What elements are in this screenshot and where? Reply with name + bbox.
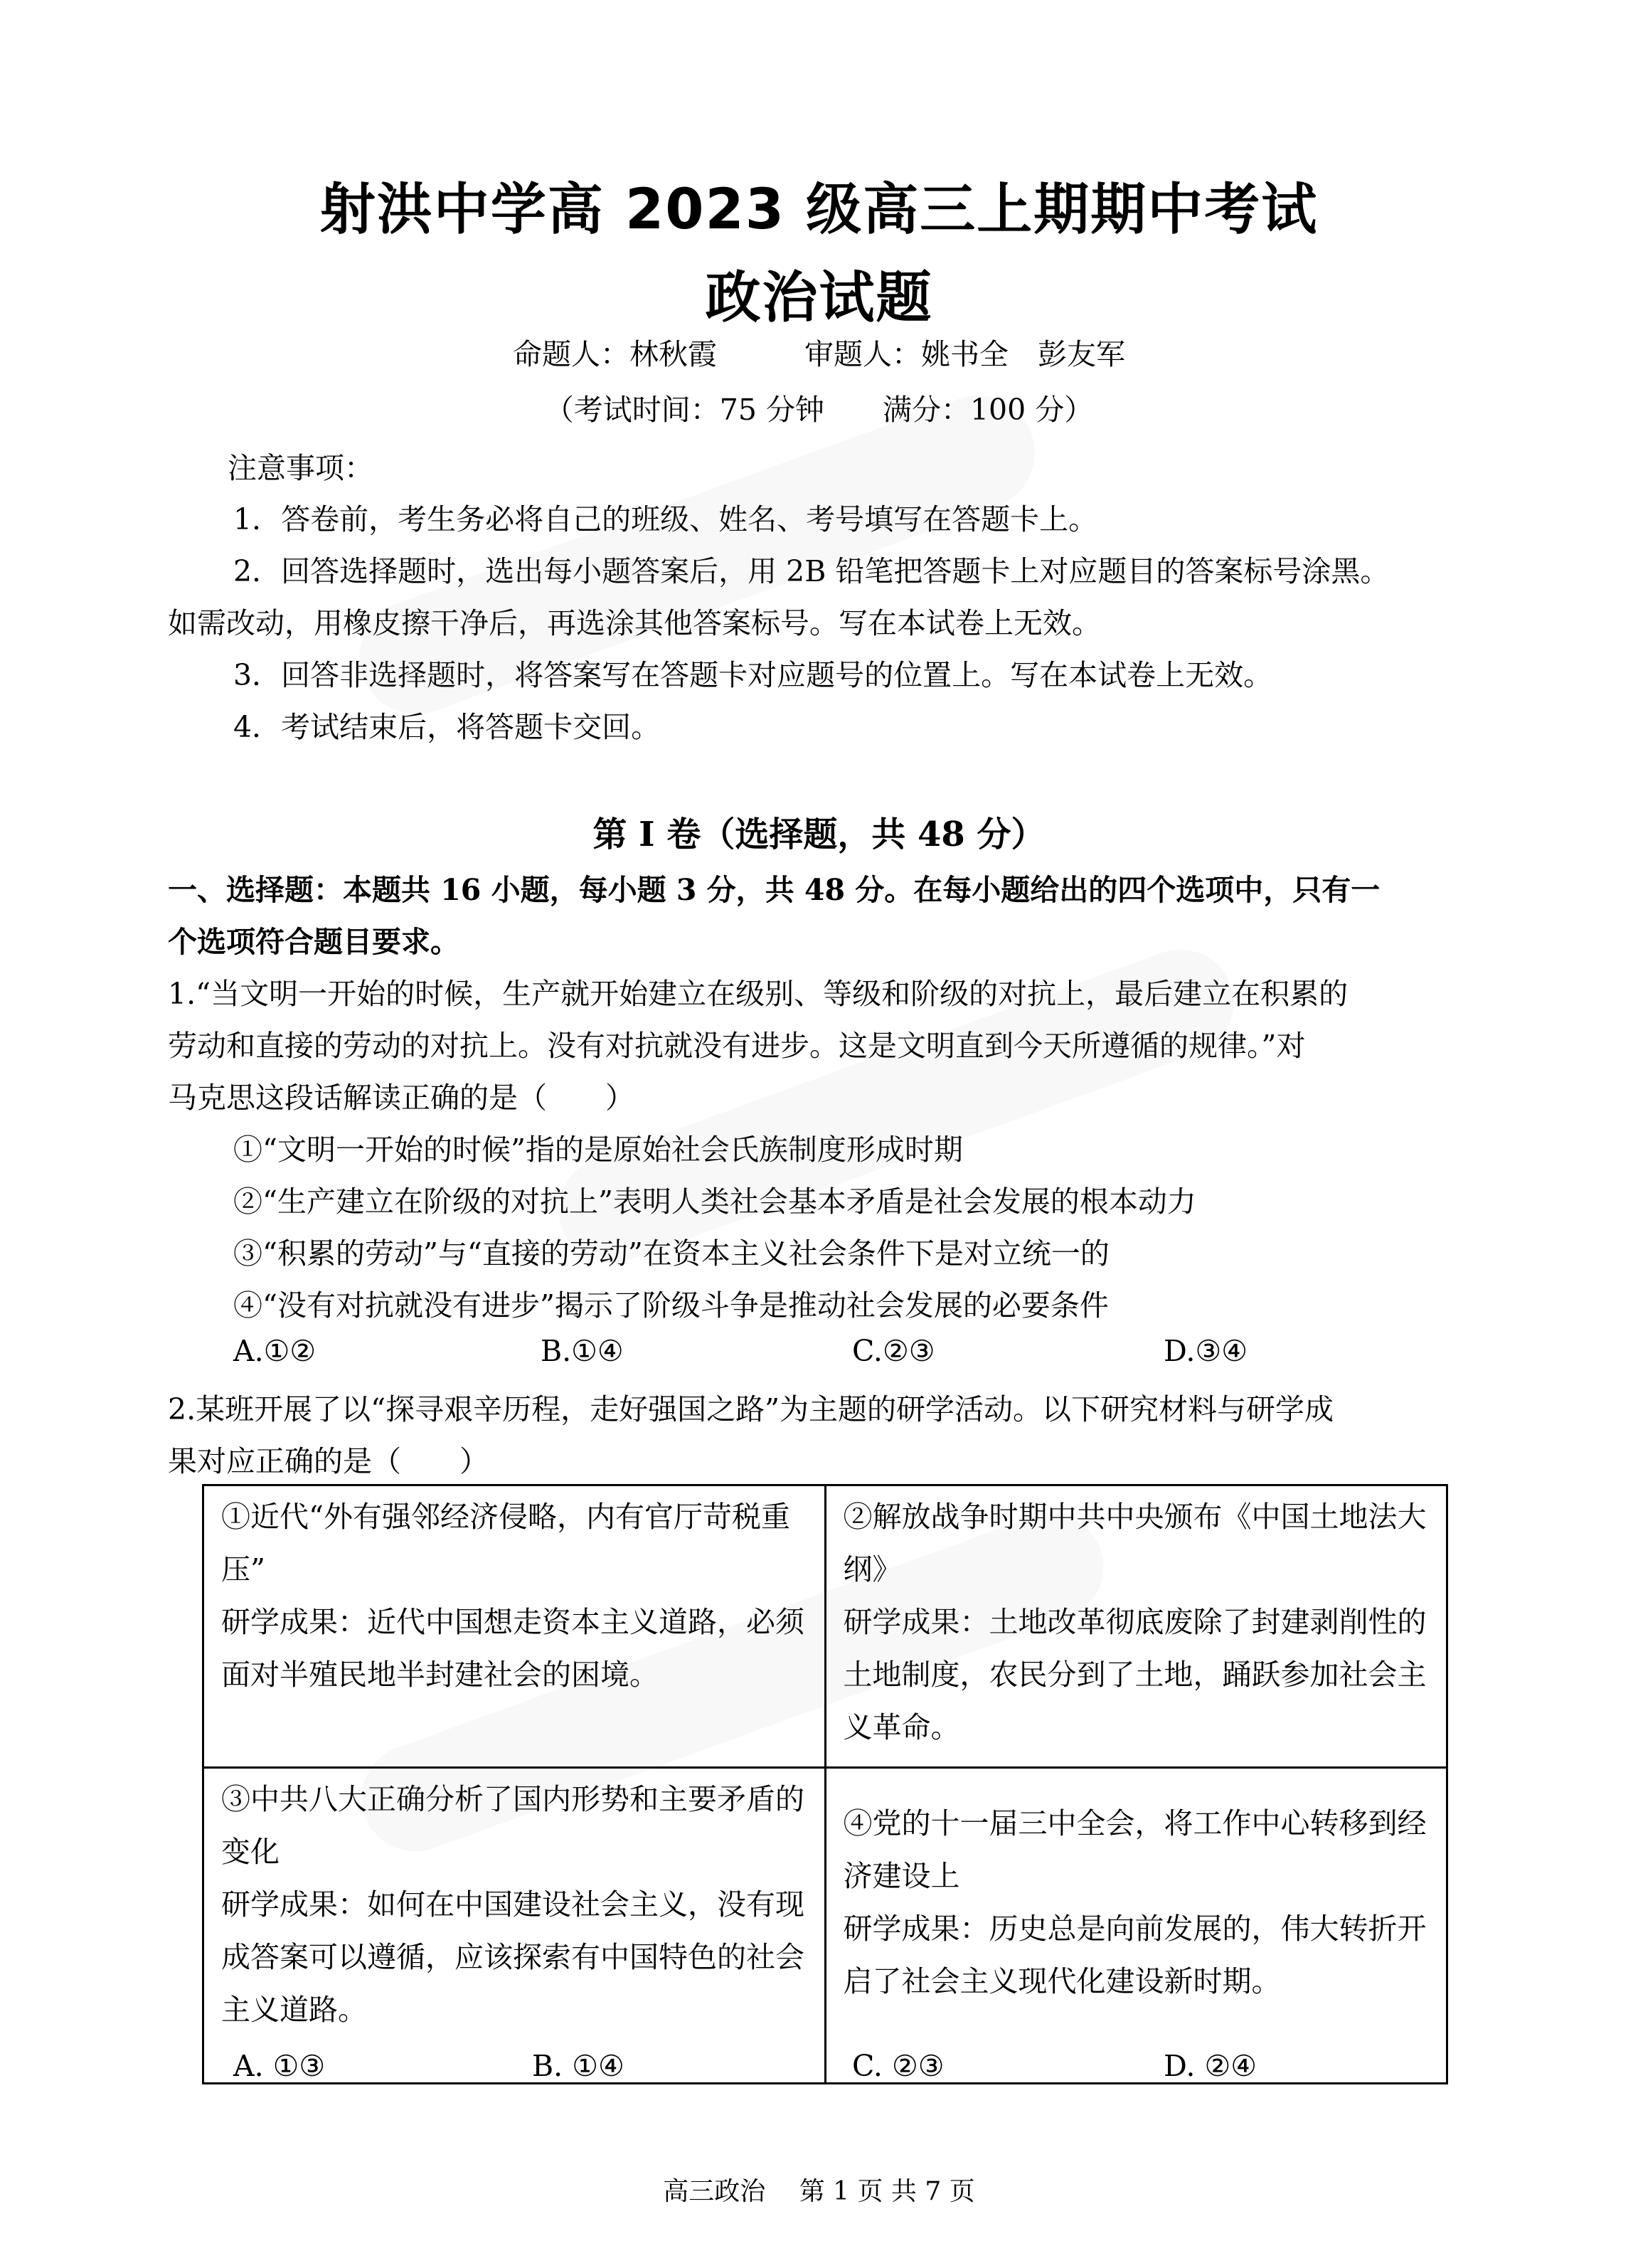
q2-cell-4-text: ④党的十一届三中全会，将工作中心转移到经济建设上 研学成果：历史总是向前发展的，伟大转折开启了社会主义现代化建设新时期。	[843, 1806, 1427, 1998]
q2-option-a[interactable]: A. ①③	[233, 2049, 326, 2083]
q1-stem-line-3: 马克思这段话解读正确的是（ ）	[168, 1081, 634, 1115]
q2-cell-3-text: ③中共八大正确分析了国内形势和主要矛盾的变化 研学成果：如何在中国建设社会主义，没有现成答案可以遵循，应该探索有中国特色的社会主义道路。	[221, 1782, 804, 2027]
volume-title: 第 I 卷（选择题，共 48 分）	[592, 815, 1046, 854]
q2-cell-4	[825, 1768, 1447, 2084]
page-footer: 高三政治 第 1 页 共 7 页	[663, 2177, 975, 2206]
note-item-3: 3．回答非选择题时，将答案写在答题卡对应题号的位置上。写在本试卷上无效。	[233, 658, 1273, 692]
q2-stem-line-2: 果对应正确的是（ ）	[168, 1444, 489, 1478]
q1-statement-4: ④“没有对抗就没有进步”揭示了阶级斗争是推动社会发展的必要条件	[233, 1288, 1109, 1323]
q1-statement-2: ②“生产建立在阶级的对抗上”表明人类社会基本矛盾是社会发展的根本动力	[233, 1185, 1196, 1219]
note-item-4: 4．考试结束后，将答题卡交回。	[233, 710, 661, 744]
exam-title: 射洪中学高 2023 级高三上期期中考试	[319, 178, 1319, 242]
q2-cell-1-text: ①近代“外有强邻经济侵略，内有官厅苛税重压” 研学成果：近代中国想走资本主义道路，必须面对半殖民地半封建社会的困境。	[221, 1500, 804, 1692]
q2-cell-2-text: ②解放战争时期中共中央颁布《中国土地法大纲》 研学成果：土地改革彻底废除了封建剥削性的土地制度，农民分到了土地，踊跃参加社会主义革命。	[843, 1500, 1427, 1744]
note-item-1: 1．答卷前，考生务必将自己的班级、姓名、考号填写在答题卡上。	[233, 502, 1098, 536]
q1-option-a[interactable]: A.①②	[233, 1334, 317, 1368]
q2-option-d[interactable]: D. ②④	[1164, 2049, 1257, 2083]
q1-option-c[interactable]: C.②③	[852, 1334, 935, 1368]
note-item-2-cont: 如需改动，用橡皮擦干净后，再选涂其他答案标号。写在本试卷上无效。	[168, 606, 1101, 640]
q1-statement-3: ③“积累的劳动”与“直接的劳动”在资本主义社会条件下是对立统一的	[233, 1236, 1110, 1271]
q1-option-b[interactable]: B.①④	[541, 1334, 624, 1368]
q2-stem-line-1: 2.某班开展了以“探寻艰辛历程，走好强国之路”为主题的研学活动。以下研究材料与研学成	[168, 1392, 1334, 1426]
authors-line: 命题人：林秋霞 审题人：姚书全 彭友军	[513, 337, 1125, 371]
q2-option-b[interactable]: B. ①④	[532, 2049, 624, 2083]
subject-title: 政治试题	[705, 266, 933, 330]
q1-stem-line-1: 1.“当文明一开始的时候，生产就开始建立在级别、等级和阶级的对抗上，最后建立在积累的	[168, 977, 1349, 1011]
note-item-2: 2．回答选择题时，选出每小题答案后，用 2B 铅笔把答题卡上对应题目的答案标号涂黑。	[233, 554, 1390, 588]
section-instruction-1: 一、选择题：本题共 16 小题，每小题 3 分，共 48 分。在每小题给出的四个选项中，只有一	[168, 873, 1381, 907]
q1-stem-line-2: 劳动和直接的劳动的对抗上。没有对抗就没有进步。这是文明直到今天所遵循的规律。”对	[168, 1029, 1306, 1063]
q1-statement-1: ①“文明一开始的时候”指的是原始社会氏族制度形成时期	[233, 1133, 963, 1167]
section-instruction-2: 个选项符合题目要求。	[168, 925, 459, 959]
exam-info: （考试时间：75 分钟 满分：100 分）	[544, 393, 1094, 427]
notes-heading: 注意事项：	[228, 451, 373, 485]
q1-option-d[interactable]: D.③④	[1164, 1334, 1248, 1368]
q2-option-c[interactable]: C. ②③	[852, 2049, 945, 2083]
